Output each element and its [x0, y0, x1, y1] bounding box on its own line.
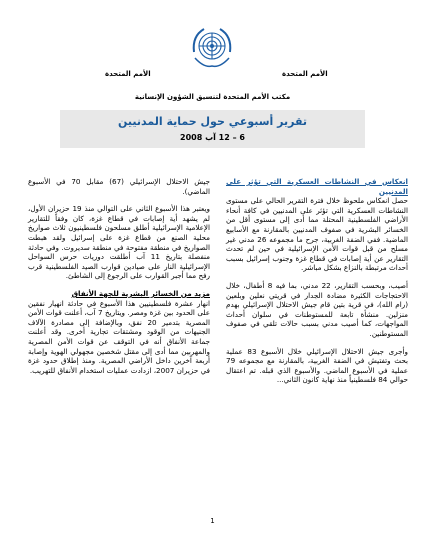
section-heading-tunnels: مزيد من الخسائر البشرية للجهة الأنفاق [71, 288, 210, 298]
page-number: 1 [210, 517, 215, 525]
un-emblem-icon [186, 22, 238, 74]
right-paragraph-3: وأجرى جيش الاحتلال الإسرائيلي خلال الأسبوع 83 عملية بحث وتفتيش في الضفة الغربية، بالمقارنة مع مجموعه 79 عملية في الأسبوع الماضي. والأسبوع الذي قبله. تم اعتقال حوالي 84 فلسطينياً منذ نهاية كانون الثاني... [226, 346, 408, 385]
title-box [60, 110, 365, 148]
left-paragraph-1: جيش الاحتلال الإسرائيلي (67) مقابل 70 في الأسبوع الماضي). [28, 177, 210, 196]
right-section-1 [226, 177, 408, 273]
un-name-right: الأمم المتحدة [282, 70, 328, 78]
report-date-range: 6 – 12 آب 2008 [180, 133, 245, 142]
report-title: تقرير أسبوعي حول حماية المدنيين [117, 115, 308, 128]
right-column [226, 177, 408, 393]
section-body-military: حصل انعكاس ملحوظ خلال فترة التقرير الحالي على مستوى النشاطات العسكرية التي تؤثر على المدنيين في كافة أنحاء الأراضي الفلسطينية المحتلة مما أدى إلى مستوى أقل من الخسائر البشرية في صفوف المدنيين بالمقارنة مع الأسابيع الماضية. ففي الضفة الغربية، جرح ما مجموعه 26 مدني غير مسلح من قبل قوات الأمن الإسرائيلية في حين لم تحدث التقارير عن أية إصابات في قطاع غزة وجنوب إسرائيل بسبب أحداث مرتبطة بالنزاع بشكل مباشر. [226, 196, 408, 273]
office-name: مكتب الأمم المتحدة لتنسيق الشؤون الإنسانية [134, 93, 291, 101]
left-paragraph-2: ويعتبر هذا الأسبوع الثاني على التوالي منذ 19 حزيران الأول، لم يشهد أية إصابات في قطاع غزة، كان وفقاً للتقارير الإعلامية الإسرائيلية أطلق مسلحون فلسطينيون ثلاث صواريخ محلية الصنع من قطاع غزة على إسرائيل ولقد هبطت الصواريخ في منطقة مفتوحة في منطقة سديروت. وفي حادثة منفصلة بتاريخ 11 آب أطلقت دوريات حرس السواحل الإسرائيلية النار على صيادين قوارب الصيد الفلسطينية قرب رفح مما أجبر القوارب على الرجوع إلى الشاطئ. [28, 204, 210, 281]
right-paragraph-2: أصيب، وبحسب التقارير، 22 مدني، بما فيه 8 أطفال، خلال الاحتجاجات الكثيرة مضادة الجدار في قريتي نعلين وبلعين (رام الله)، في قرية بتين قام جيش الاحتلال الإسرائيلي بهدم منزلين. منشأة تابعة للمستوطنات في سلوان أحداث المواجهات، كما أصيب مدني بسبب حالات تلقي في صفوف المستوطنين. [226, 280, 408, 338]
section-body-tunnels: انهار عشرة فلسطينيين هذا الأسبوع في حادثة انهيار نفقين على الحدود بين غزة ومصر. ويتاريخ 7 آب، أعلنت قوات الأمن المصرية بتدمير 20 نفق، وبالإضافة إلى مصادرة الآلاف الجنيهات من الوقود ومشتقات تجارية أخرى. وقد أعلنت جماعة الأنفاق أنه في التوقف عن قوات الأمن المصرية والمهربين مما أدى إلى مقتل شخصين مجهولي الهوية وإصابة أربعة آخرين داخل الأراضي المصرية. ومنذ إطلاق حدود غزة في حزيران 2007، ازدادت عمليات استخدام الأنفاق للتهريب. [28, 298, 210, 375]
left-section-tunnels [28, 289, 210, 375]
section-heading-military: انعكاس في النشاطات العسكرية التي تؤثر على المدنيين [226, 177, 408, 196]
left-column [28, 177, 210, 383]
un-name-left: الأمم المتحدة [105, 70, 151, 78]
